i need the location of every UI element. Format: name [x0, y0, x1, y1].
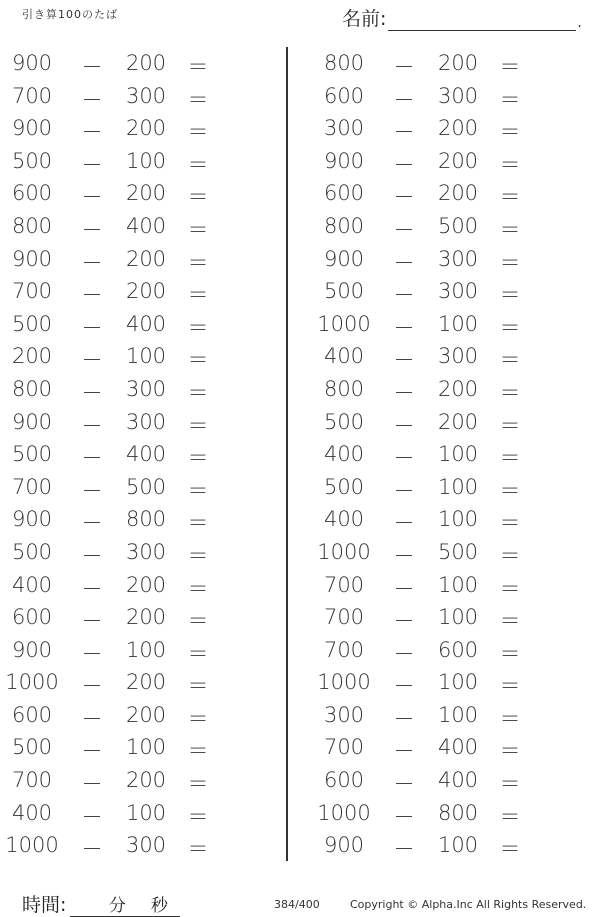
subtrahend: 400: [437, 768, 479, 793]
minus-sign: －: [393, 739, 415, 764]
equals-sign: ＝: [187, 641, 209, 666]
minus-sign: －: [393, 250, 415, 275]
equals-sign: ＝: [499, 609, 521, 634]
minuend: 900: [11, 51, 53, 75]
subtrahend: 100: [437, 442, 479, 467]
subtrahend: 200: [125, 116, 167, 141]
time-label: 時間:: [22, 894, 67, 916]
subtrahend: 200: [437, 376, 479, 401]
column-divider: [286, 47, 288, 861]
subtrahend: 500: [125, 474, 167, 499]
minus-sign: －: [81, 739, 103, 764]
minuend: 500: [11, 442, 53, 467]
subtrahend: 200: [125, 181, 167, 206]
minuend: 400: [323, 344, 365, 369]
problem-row: [0, 243, 280, 276]
subtrahend: 300: [437, 246, 479, 271]
problem-row: [0, 731, 280, 764]
problem-row: [312, 731, 592, 764]
equals-sign: ＝: [187, 217, 209, 242]
problem-row: [312, 210, 592, 243]
subtrahend: 100: [437, 507, 479, 532]
minuend: 800: [323, 213, 365, 238]
minuend: 900: [323, 246, 365, 271]
minus-sign: －: [393, 380, 415, 405]
equals-sign: ＝: [187, 152, 209, 177]
equals-sign: ＝: [187, 576, 209, 601]
minuend: 600: [323, 181, 365, 206]
minuend: 600: [11, 605, 53, 630]
minus-sign: －: [393, 478, 415, 503]
problem-row: [0, 634, 280, 667]
problem-row: [312, 47, 592, 80]
equals-sign: ＝: [187, 413, 209, 438]
equals-sign: ＝: [499, 413, 521, 438]
subtrahend: 200: [437, 181, 479, 206]
minus-sign: －: [81, 250, 103, 275]
subtrahend: 800: [125, 507, 167, 532]
minuend: 400: [323, 507, 365, 532]
subtrahend: 200: [125, 279, 167, 304]
problem-row: [0, 536, 280, 569]
worksheet-title: 引き算100のたば: [22, 8, 118, 21]
minuend: 400: [11, 572, 53, 597]
name-blank-line[interactable]: [388, 8, 576, 31]
problem-row: [312, 829, 592, 862]
minus-sign: －: [81, 706, 103, 731]
problem-row: [312, 80, 592, 113]
equals-sign: ＝: [187, 348, 209, 373]
minus-sign: －: [81, 609, 103, 634]
equals-sign: ＝: [499, 511, 521, 536]
problem-row: [312, 373, 592, 406]
minuend: 700: [323, 605, 365, 630]
minus-sign: －: [393, 87, 415, 112]
subtrahend: 300: [125, 833, 167, 858]
problem-row: [0, 145, 280, 178]
equals-sign: ＝: [499, 772, 521, 797]
minus-sign: －: [81, 120, 103, 145]
problem-row: [0, 406, 280, 439]
equals-sign: ＝: [187, 380, 209, 405]
problem-row: [0, 210, 280, 243]
equals-sign: ＝: [499, 837, 521, 862]
minus-sign: －: [81, 315, 103, 340]
minus-sign: －: [81, 446, 103, 471]
subtrahend: 400: [437, 735, 479, 760]
minuend: 600: [323, 83, 365, 108]
minus-sign: －: [81, 478, 103, 503]
subtrahend: 200: [125, 246, 167, 271]
minuend: 400: [11, 800, 53, 825]
problem-row: [312, 406, 592, 439]
equals-sign: ＝: [187, 511, 209, 536]
problem-row: [0, 80, 280, 113]
equals-sign: ＝: [499, 283, 521, 308]
equals-sign: ＝: [499, 478, 521, 503]
equals-sign: ＝: [499, 576, 521, 601]
minuend: 500: [323, 279, 365, 304]
minuend: 700: [11, 279, 53, 304]
subtrahend: 300: [437, 83, 479, 108]
problem-row: [0, 699, 280, 732]
minus-sign: －: [81, 185, 103, 210]
minuend: 900: [11, 246, 53, 271]
problem-row: [312, 471, 592, 504]
minus-sign: －: [81, 576, 103, 601]
equals-sign: ＝: [499, 543, 521, 568]
minuend: 400: [323, 442, 365, 467]
minuend: 500: [11, 311, 53, 336]
subtrahend: 100: [437, 670, 479, 695]
minuend: 600: [323, 768, 365, 793]
problem-row: [0, 308, 280, 341]
subtrahend: 100: [437, 702, 479, 727]
subtrahend: 200: [125, 51, 167, 75]
subtrahend: 100: [125, 800, 167, 825]
problem-row: [0, 471, 280, 504]
subtrahend: 100: [125, 637, 167, 662]
equals-sign: ＝: [499, 250, 521, 275]
minus-sign: －: [393, 152, 415, 177]
minuend: 800: [323, 51, 365, 75]
equals-sign: ＝: [499, 739, 521, 764]
equals-sign: ＝: [187, 804, 209, 829]
seconds-label: 秒: [150, 896, 168, 916]
subtrahend: 300: [125, 409, 167, 434]
equals-sign: ＝: [499, 348, 521, 373]
problem-row: [0, 797, 280, 830]
minus-sign: －: [393, 348, 415, 373]
problem-row: [312, 438, 592, 471]
equals-sign: ＝: [499, 315, 521, 340]
problem-row: [312, 666, 592, 699]
minuend: 500: [11, 148, 53, 173]
equals-sign: ＝: [499, 152, 521, 177]
equals-sign: ＝: [187, 446, 209, 471]
subtrahend: 500: [437, 213, 479, 238]
equals-sign: ＝: [187, 250, 209, 275]
name-field: [342, 4, 582, 31]
subtrahend: 100: [125, 148, 167, 173]
minus-sign: －: [393, 315, 415, 340]
problem-row: [312, 275, 592, 308]
subtrahend: 100: [437, 833, 479, 858]
subtrahend: 200: [125, 605, 167, 630]
problem-row: [0, 569, 280, 602]
equals-sign: ＝: [187, 739, 209, 764]
minuend: 700: [323, 735, 365, 760]
problem-row: [0, 764, 280, 797]
minus-sign: －: [81, 283, 103, 308]
problem-row: [0, 177, 280, 210]
minus-sign: －: [81, 543, 103, 568]
subtrahend: 300: [125, 539, 167, 564]
minus-sign: －: [393, 283, 415, 308]
minus-sign: －: [393, 413, 415, 438]
subtrahend: 300: [125, 83, 167, 108]
equals-sign: ＝: [187, 674, 209, 699]
minus-sign: －: [81, 348, 103, 373]
equals-sign: ＝: [187, 706, 209, 731]
subtrahend: 100: [125, 735, 167, 760]
subtrahend: 200: [437, 148, 479, 173]
problem-row: [0, 601, 280, 634]
equals-sign: ＝: [187, 315, 209, 340]
minuend: 500: [11, 735, 53, 760]
minuend: 700: [11, 768, 53, 793]
subtrahend: 100: [437, 474, 479, 499]
subtrahend: 400: [125, 311, 167, 336]
minus-sign: －: [393, 706, 415, 731]
subtrahend: 400: [125, 213, 167, 238]
subtrahend: 600: [437, 637, 479, 662]
minus-sign: －: [393, 609, 415, 634]
minuend: 200: [11, 344, 53, 369]
problem-row: [0, 275, 280, 308]
minus-sign: －: [81, 772, 103, 797]
name-label: 名前:: [342, 8, 387, 30]
minuend: 500: [323, 409, 365, 434]
equals-sign: ＝: [499, 641, 521, 666]
subtrahend: 800: [437, 800, 479, 825]
problem-row: [312, 797, 592, 830]
equals-sign: ＝: [499, 380, 521, 405]
equals-sign: ＝: [187, 55, 209, 79]
minuend: 1000: [317, 670, 371, 695]
subtrahend: 200: [125, 670, 167, 695]
minuend: 900: [11, 409, 53, 434]
subtrahend: 100: [437, 605, 479, 630]
minuend: 900: [323, 148, 365, 173]
minuend: 500: [323, 474, 365, 499]
equals-sign: ＝: [499, 804, 521, 829]
minus-sign: －: [81, 380, 103, 405]
minus-sign: －: [393, 120, 415, 145]
subtrahend: 100: [125, 344, 167, 369]
minuend: 500: [11, 539, 53, 564]
minus-sign: －: [81, 804, 103, 829]
minuend: 900: [11, 507, 53, 532]
subtrahend: 200: [437, 409, 479, 434]
minuend: 1000: [317, 311, 371, 336]
equals-sign: ＝: [499, 217, 521, 242]
subtrahend: 200: [437, 51, 479, 75]
minus-sign: －: [81, 413, 103, 438]
subtrahend: 300: [437, 279, 479, 304]
minus-sign: －: [81, 217, 103, 242]
equals-sign: ＝: [187, 609, 209, 634]
minuend: 1000: [317, 800, 371, 825]
minuend: 900: [11, 637, 53, 662]
minuend: 300: [323, 116, 365, 141]
equals-sign: ＝: [187, 837, 209, 862]
problem-row: [0, 666, 280, 699]
minus-sign: －: [81, 152, 103, 177]
minus-sign: －: [81, 641, 103, 666]
minus-sign: －: [393, 446, 415, 471]
minus-sign: －: [81, 674, 103, 699]
minuend: 900: [11, 116, 53, 141]
problem-row: [312, 601, 592, 634]
time-field: [22, 890, 180, 917]
problem-row: [312, 340, 592, 373]
minus-sign: －: [393, 543, 415, 568]
problem-row: [0, 340, 280, 373]
equals-sign: ＝: [499, 706, 521, 731]
problem-row: [312, 536, 592, 569]
problem-row: [312, 634, 592, 667]
left-problem-column: [0, 47, 280, 862]
problem-row: [0, 47, 280, 80]
equals-sign: ＝: [187, 772, 209, 797]
name-end-dot: .: [577, 15, 582, 31]
minus-sign: －: [393, 772, 415, 797]
minus-sign: －: [393, 837, 415, 862]
minuend: 1000: [5, 833, 59, 858]
minuend: 700: [323, 572, 365, 597]
equals-sign: ＝: [187, 120, 209, 145]
equals-sign: ＝: [499, 185, 521, 210]
equals-sign: ＝: [499, 87, 521, 112]
subtrahend: 200: [125, 768, 167, 793]
minus-sign: －: [81, 511, 103, 536]
minutes-label: 分: [108, 896, 126, 916]
page-number: 384/400: [274, 898, 320, 911]
problem-row: [312, 177, 592, 210]
subtrahend: 300: [125, 376, 167, 401]
equals-sign: ＝: [187, 87, 209, 112]
minus-sign: －: [81, 87, 103, 112]
equals-sign: ＝: [187, 478, 209, 503]
problem-row: [312, 145, 592, 178]
minuend: 700: [323, 637, 365, 662]
subtrahend: 200: [125, 702, 167, 727]
equals-sign: ＝: [187, 543, 209, 568]
subtrahend: 100: [437, 572, 479, 597]
minuend: 700: [11, 83, 53, 108]
problem-row: [312, 243, 592, 276]
problem-row: [312, 764, 592, 797]
minuend: 800: [11, 376, 53, 401]
minus-sign: －: [393, 576, 415, 601]
subtrahend: 400: [125, 442, 167, 467]
minuend: 900: [323, 833, 365, 858]
problem-row: [312, 112, 592, 145]
problem-row: [312, 503, 592, 536]
minuend: 600: [11, 181, 53, 206]
subtrahend: 200: [125, 572, 167, 597]
problem-row: [0, 112, 280, 145]
problem-row: [0, 438, 280, 471]
subtrahend: 300: [437, 344, 479, 369]
minuend: 600: [11, 702, 53, 727]
copyright-notice: Copyright © Alpha.Inc All Rights Reserved.: [350, 898, 587, 911]
minuend: 700: [11, 474, 53, 499]
minuend: 1000: [317, 539, 371, 564]
minuend: 800: [323, 376, 365, 401]
problem-row: [312, 569, 592, 602]
equals-sign: ＝: [499, 55, 521, 79]
minus-sign: －: [393, 511, 415, 536]
equals-sign: ＝: [187, 185, 209, 210]
minus-sign: －: [393, 185, 415, 210]
equals-sign: ＝: [499, 674, 521, 699]
equals-sign: ＝: [499, 446, 521, 471]
time-blank-line[interactable]: [70, 891, 180, 917]
problem-row: [0, 829, 280, 862]
equals-sign: ＝: [187, 283, 209, 308]
minus-sign: －: [81, 55, 103, 79]
minus-sign: －: [393, 804, 415, 829]
problem-row: [312, 308, 592, 341]
problem-row: [0, 503, 280, 536]
minuend: 1000: [5, 670, 59, 695]
subtrahend: 100: [437, 311, 479, 336]
minuend: 800: [11, 213, 53, 238]
minus-sign: －: [393, 674, 415, 699]
problem-row: [312, 699, 592, 732]
subtrahend: 500: [437, 539, 479, 564]
problem-row: [0, 373, 280, 406]
minus-sign: －: [393, 641, 415, 666]
minuend: 300: [323, 702, 365, 727]
equals-sign: ＝: [499, 120, 521, 145]
minus-sign: －: [393, 55, 415, 79]
right-problem-column: [312, 47, 592, 862]
minus-sign: －: [81, 837, 103, 862]
subtrahend: 200: [437, 116, 479, 141]
minus-sign: －: [393, 217, 415, 242]
